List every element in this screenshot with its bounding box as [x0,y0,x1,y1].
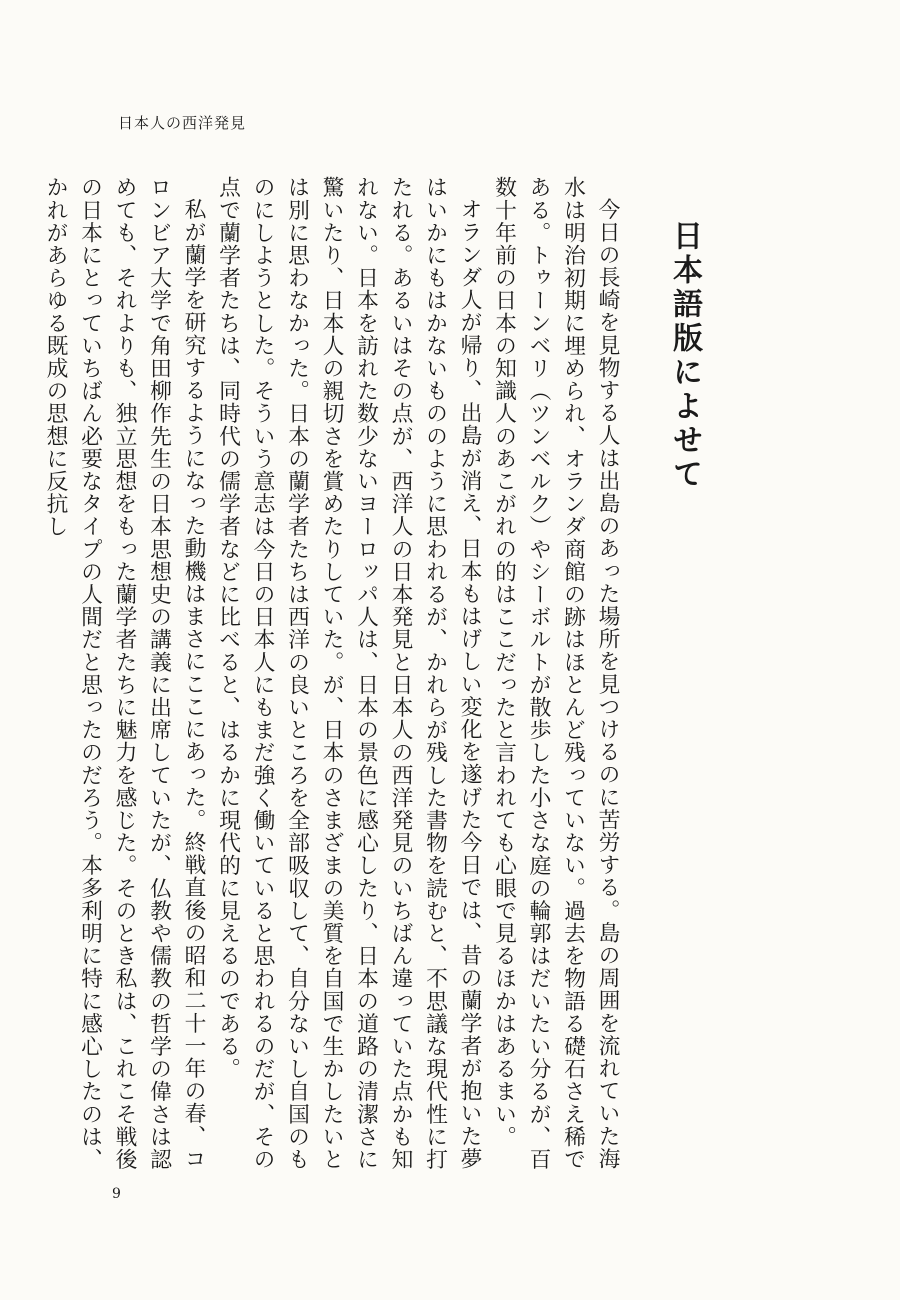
body-text [43,176,624,1186]
paragraph: 私が蘭学を研究するようになった動機はまさにここにあった。終戦直後の昭和二十一年の春、コロンビア大学で角田柳作先生の日本思想史の講義に出席していたが、仏教や儒教の哲学の偉さは認めても、それよりも、独立思想をもった蘭学者たちに魅力を感じた。そのとき私は、これこそ戦後の日本にとっていちばん必要なタイプの人間だと思ったのだろう。本多利明に特に感心したのは、かれがあらゆる既成の思想に反抗し [43,176,206,1171]
paragraph: 今日の長崎を見物する人は出島のあった場所を見つけるのに苦労する。島の周囲を流れていた海水は明治初期に埋められ、オランダ商館の跡はほとんど残っていない。過去を物語る礎石さえ稀である。トゥーンベリ（ツンベルク）やシーボルトが散歩した小さな庭の輪郭はだいたい分るが、百数十年前の日本の知識人のあこがれの的はここだったと言われても心眼で見るほかはあるまい。 [491,176,620,1171]
page-number: 9 [112,1186,121,1202]
chapter-title: 日本語版によせて [667,220,702,492]
paragraph: オランダ人が帰り、出島が消え、日本もはげしい変化を遂げた今日では、昔の蘭学者が抱いた夢はいかにもはかないもののように思われるが、かれらが残した書物を読むと、不思議な現代性に打たれる。あるいはその点が、西洋人の日本発見と日本人の西洋発見のいちばん違っていた点かも知れない。日本を訪れた数少ないヨーロッパ人は、日本の景色に感心したり、日本の道路の清潔さに驚いたり、日本人の親切さを賞めたりしていた。が、日本のさまざまの美質を自国で生かしたいとは別に思わなかった。日本の蘭学者たちは西洋の良いところを全部吸収して、自分ないし自国のものにしようとした。そういう意志は今日の日本人にもまだ強く働いていると思われるのだが、その点で蘭学者たちは、同時代の儒学者などに比べると、はるかに現代的に見えるのである。 [215,176,482,1171]
running-head: 日本人の西洋発見 [118,114,247,132]
